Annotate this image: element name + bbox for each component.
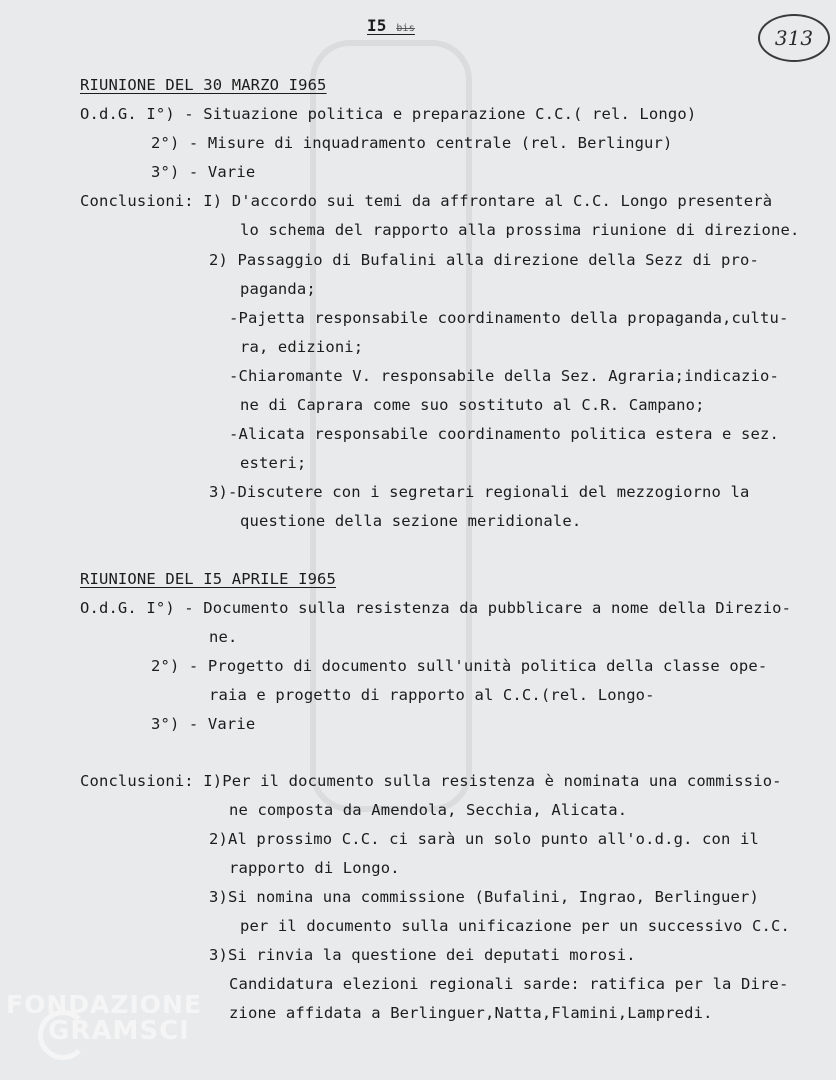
meeting-2-agenda-line: ne. [209, 628, 238, 646]
meeting-2-agenda-line: O.d.G. I°) - Documento sulla resistenza da pubblicare a nome della Direzio- [80, 599, 792, 617]
meeting-2-title: RIUNIONE DEL I5 APRILE I965 [80, 570, 337, 588]
page-number: I5 bis [367, 16, 415, 35]
archive-watermark-logo: FONDAZIONE GRAMSCI [6, 990, 236, 1070]
meeting-2-conclusion-line: ne composta da Amendola, Secchia, Alicata. [229, 801, 628, 819]
meeting-1-agenda-2: 2°) - Misure di inquadramento centrale (rel. Berlingur) [151, 134, 673, 152]
meeting-2-agenda-line: raia e progetto di rapporto al C.C.(rel. Longo- [209, 686, 655, 704]
meeting-2-conclusion-line: 2)Al prossimo C.C. ci sarà un solo punto all'o.d.g. con il [209, 830, 759, 848]
meeting-1-conclusion-line: -Chiaromante V. responsabile della Sez. Agraria;indicazio- [229, 367, 779, 385]
meeting-1-agenda-1: O.d.G. I°) - Situazione politica e preparazione C.C.( rel. Longo) [80, 105, 697, 123]
meeting-1-conclusion-line: paganda; [240, 280, 316, 298]
meeting-2-conclusion-line: zione affidata a Berlinguer,Natta,Flamini,Lampredi. [229, 1004, 713, 1022]
meeting-1-conclusion-line: -Alicata responsabile coordinamento politica estera e sez. [229, 425, 779, 443]
meeting-1-conclusion-line: -Pajetta responsabile coordinamento della propaganda,cultu- [229, 309, 789, 327]
meeting-1-agenda-3: 3°) - Varie [151, 163, 256, 181]
meeting-2-conclusion-line: Candidatura elezioni regionali sarde: ratifica per la Dire- [229, 975, 789, 993]
meeting-2-agenda-line: 3°) - Varie [151, 715, 256, 733]
meeting-2-conclusion-line: per il documento sulla unificazione per un successivo C.C. [240, 917, 790, 935]
meeting-1-conclusion-line: ne di Caprara come suo sostituto al C.R. Campano; [240, 396, 705, 414]
meeting-1-conclusion-line: 3)-Discutere con i segretari regionali del mezzogiorno la [209, 483, 750, 501]
meeting-1-conclusion-line: 2) Passaggio di Bufalini alla direzione della Sezz di pro- [209, 251, 759, 269]
meeting-1-conclusion-line: ra, edizioni; [240, 338, 364, 356]
meeting-1-title: RIUNIONE DEL 30 MARZO I965 [80, 76, 327, 94]
meeting-1-conclusion-line: questione della sezione meridionale. [240, 512, 582, 530]
meeting-2-conclusion-line: 3)Si rinvia la questione dei deputati morosi. [209, 946, 636, 964]
meeting-2-agenda-line: 2°) - Progetto di documento sull'unità politica della classe ope- [151, 657, 768, 675]
meeting-2-conclusion-line: rapporto di Longo. [229, 859, 400, 877]
meeting-1-conclusion-line: lo schema del rapporto alla prossima riunione di direzione. [240, 221, 800, 239]
folio-stamp: 313 [758, 14, 830, 62]
meeting-1-conclusion-line: esteri; [240, 454, 307, 472]
meeting-2-conclusion-line: 3)Si nomina una commissione (Bufalini, Ingrao, Berlinguer) [209, 888, 759, 906]
meeting-2-conclusion-line: Conclusioni: I)Per il documento sulla resistenza è nominata una commissio- [80, 772, 782, 790]
meeting-1-conclusion-line: Conclusioni: I) D'accordo sui temi da affrontare al C.C. Longo presenterà [80, 192, 773, 210]
